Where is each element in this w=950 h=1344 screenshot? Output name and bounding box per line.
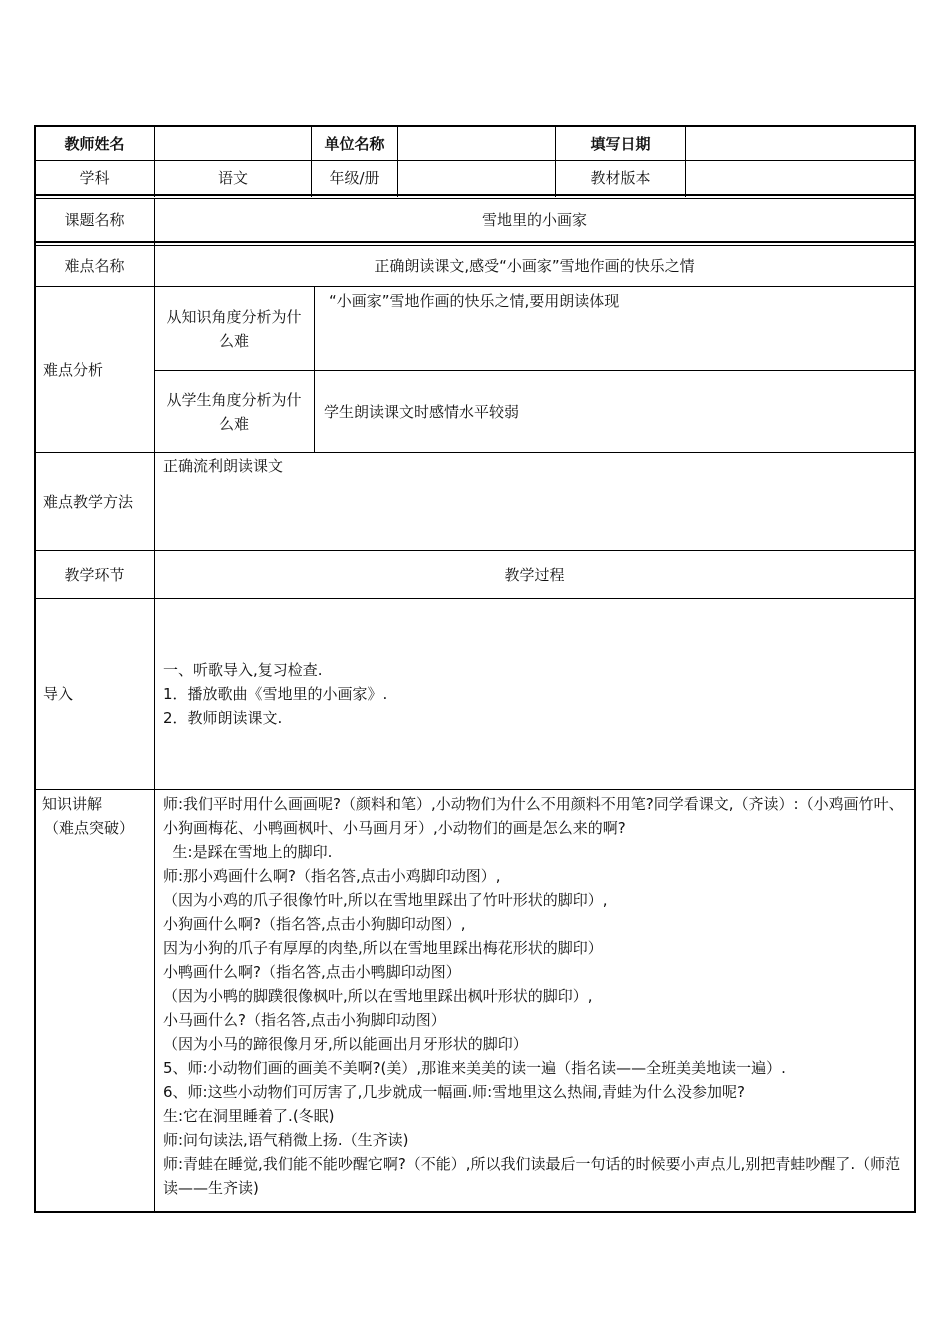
- subject-label: 学科: [79, 168, 110, 187]
- difficulty-label: 难点名称: [64, 257, 125, 275]
- student-angle-text: 学生朗读课文时感情水平较弱: [324, 402, 520, 421]
- table-divider: [154, 198, 155, 1212]
- intro-text: [163, 658, 903, 730]
- knowledge-text: [163, 792, 905, 1200]
- grade-value: [398, 161, 555, 194]
- knowledge-label-line: 知识讲解: [42, 795, 103, 813]
- table-divider: [34, 452, 916, 453]
- teacher-name-value: [155, 127, 311, 160]
- edition-value: [686, 161, 914, 194]
- table-divider: [34, 194, 916, 196]
- method-label: 难点教学方法: [43, 492, 134, 511]
- intro-label: 导入: [43, 685, 74, 703]
- knowledge-line: 师:青蛙在睡觉,我们能不能吵醒它啊?（不能）,所以我们读最后一句话的时候要小声点儿,别把青蛙吵醒了.（师范读——生齐读): [163, 1155, 901, 1197]
- subject-value: 语文: [217, 168, 248, 187]
- knowledge-line: （因为小马的蹄很像月牙,所以能画出月牙形状的脚印）: [163, 1035, 528, 1053]
- intro-line: 一、听歌导入,复习检查.: [163, 661, 323, 679]
- unit-name-label: 单位名称: [324, 134, 385, 153]
- knowledge-line: 因为小狗的爪子有厚厚的肉垫,所以在雪地里踩出梅花形状的脚印）: [163, 939, 603, 957]
- knowledge-line: 师:那小鸡画什么啊?（指名答,点击小鸡脚印动图）,: [163, 867, 501, 885]
- knowledge-line: 师:问句读法,语气稍微上扬.（生齐读): [163, 1131, 409, 1149]
- table-divider: [34, 241, 916, 243]
- knowledge-label: [42, 792, 152, 840]
- knowledge-line: 5、师:小动物们画的画美不美啊?(美）,那谁来美美的读一遍（指名读——全班美美地读一遍）.: [163, 1059, 786, 1077]
- knowledge-angle-text: “小画家”雪地作画的快乐之情,要用朗读体现: [329, 292, 620, 310]
- knowledge-line: 6、师:这些小动物们可厉害了,几步就成一幅画.师:雪地里这么热闹,青蛙为什么没参加呢?: [163, 1083, 745, 1101]
- grade-label: 年级/册: [329, 168, 380, 187]
- table-divider: [34, 598, 916, 599]
- topic-value: 雪地里的小画家: [481, 211, 587, 229]
- knowledge-line: （因为小鸡的爪子很像竹叶,所以在雪地里踩出了竹叶形状的脚印）,: [163, 891, 608, 909]
- knowledge-angle-label: 从知识角度分析为什么难: [166, 307, 302, 350]
- stage-header: 教学环节: [64, 565, 125, 584]
- knowledge-line: 师:我们平时用什么画画呢?（颜料和笔）,小动物们为什么不用颜料不用笔?同学看课文,（齐读）:（小鸡画竹叶、小狗画梅花、小鸭画枫叶、小马画月牙）,小动物们的画是怎么来的啊?: [163, 795, 904, 837]
- fill-date-label: 填写日期: [590, 134, 651, 153]
- table-right-border: [914, 125, 916, 1213]
- knowledge-line: 小狗画什么啊?（指名答,点击小狗脚印动图）,: [163, 915, 466, 933]
- unit-name-value: [398, 127, 555, 160]
- knowledge-line: 生:它在洞里睡着了.(冬眠): [163, 1107, 335, 1125]
- knowledge-line: 小鸭画什么啊?（指名答,点击小鸭脚印动图）: [163, 963, 461, 981]
- edition-label: 教材版本: [590, 168, 651, 187]
- knowledge-line: 生:是踩在雪地上的脚印.: [163, 843, 333, 861]
- intro-line: 1．播放歌曲《雪地里的小画家》.: [163, 685, 388, 703]
- table-bottom-border: [34, 1211, 916, 1213]
- intro-line: 2．教师朗读课文.: [163, 709, 283, 727]
- table-divider: [34, 789, 916, 790]
- knowledge-line: 小马画什么?（指名答,点击小狗脚印动图）: [163, 1011, 446, 1029]
- analysis-label: 难点分析: [43, 360, 104, 379]
- knowledge-line: （因为小鸭的脚蹼很像枫叶,所以在雪地里踩出枫叶形状的脚印）,: [163, 987, 593, 1005]
- method-text: 正确流利朗读课文: [163, 457, 284, 475]
- knowledge-label-line: （难点突破）: [44, 819, 135, 837]
- fill-date-value: [686, 127, 914, 160]
- teacher-name-label: 教师姓名: [64, 134, 125, 153]
- process-header: 教学过程: [504, 565, 565, 584]
- difficulty-value: 正确朗读课文,感受“小画家”雪地作画的快乐之情: [374, 257, 695, 275]
- student-angle-label: 从学生角度分析为什么难: [166, 390, 302, 433]
- topic-label: 课题名称: [64, 211, 125, 229]
